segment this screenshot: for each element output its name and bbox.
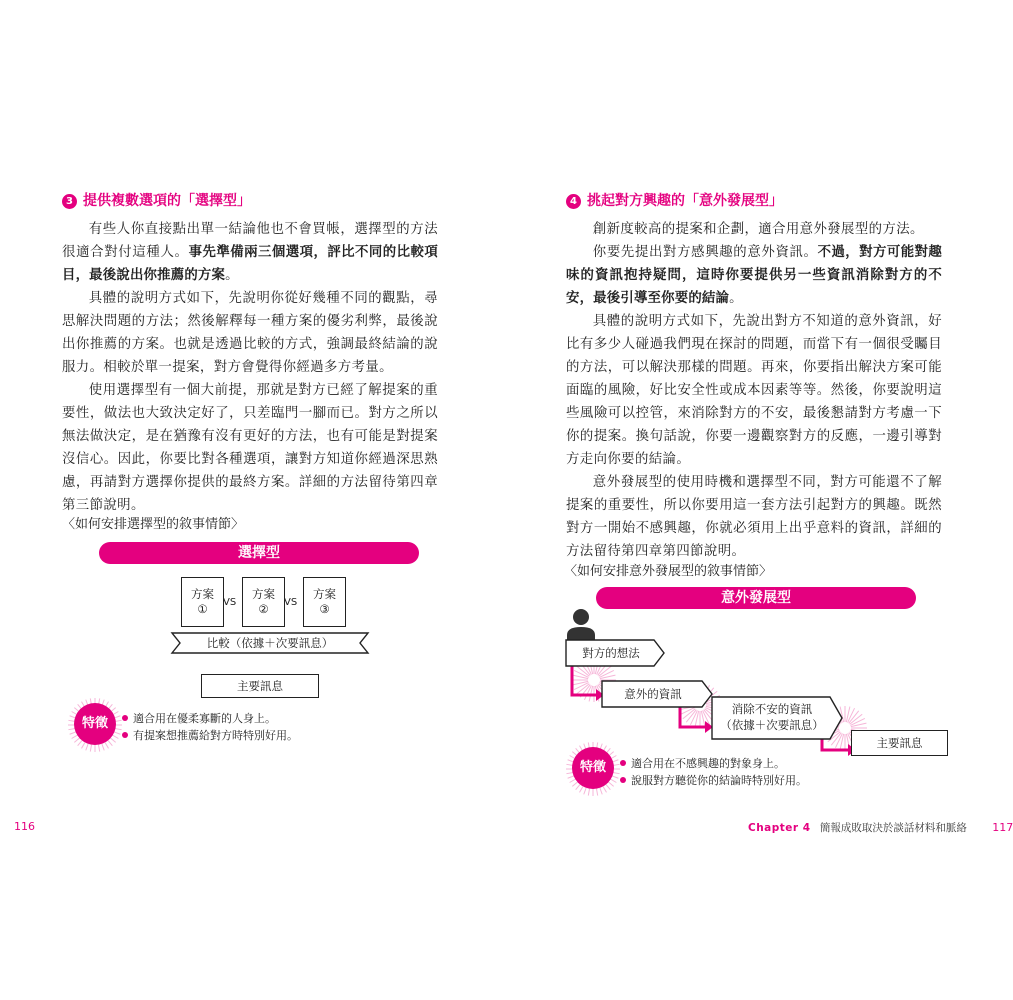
vs-label: VS [223,597,237,608]
feature-item: 適合用在不感興趣的對象身上。 [620,755,807,772]
emphasis-text: 不過，對方可能對趣味的資訊抱持疑問，這時你要提供另一些資訊消除對方的不安，最後引導至你要的結論 [566,245,942,306]
step-main-message: 主要訊息 [851,730,948,756]
vs-label: VS [284,597,298,608]
bullet-icon [122,732,128,738]
paragraph-text: 創新度較高的提案和企劃，適合用意外發展型的方法。 [592,222,924,237]
right-body-text [566,218,942,563]
step-surprise-info: 意外的資訊 [624,687,682,701]
body-paragraph [566,241,942,310]
body-paragraph [566,471,942,563]
surprise-type-header: 意外發展型 [596,587,916,609]
option-number: ③ [319,602,330,616]
compare-label: 比較（依據＋次要訊息） [206,636,334,650]
step-their-thoughts: 對方的想法 [582,646,640,660]
paragraph-text: 具體的說明方式如下，先說明你從好幾種不同的觀點，尋思解決問題的方法；然後解釋每一種方案的優劣利弊，最後說出你推薦的方案。也就是透過比較的方式，強調最終結論的說服力。相較於單一提案，對方會覺得你經過多方考量。 [62,291,438,375]
left-feature-list [122,710,298,744]
main-message-box: 主要訊息 [201,674,319,698]
bullet-icon [620,760,626,766]
option-label: 方案 [252,587,275,601]
left-section-title: 提供複數選項的「選擇型」 [83,193,251,209]
left-diagram-title: 〈如何安排選擇型的敘事情節〉 [62,517,245,532]
section-number-badge: 3 [62,194,77,209]
option-label: 方案 [313,587,336,601]
section-number-badge: 4 [566,194,581,209]
paragraph-text: 。 [729,291,743,306]
right-section-title: 挑起對方興趣的「意外發展型」 [587,193,783,209]
bullet-icon [620,777,626,783]
left-page-number: 116 [14,820,35,833]
paragraph-text: 你要先提出對方感興趣的意外資訊。 [592,245,818,260]
option-box-3 [303,577,346,627]
option-number: ① [197,602,208,616]
right-page-number: 117 [992,821,1013,834]
body-paragraph [62,379,438,517]
left-body-text [62,218,438,517]
option-number: ② [258,602,269,616]
chapter-label: Chapter 4 [748,822,811,834]
body-paragraph [62,218,438,287]
feature-item: 適合用在優柔寡斷的人身上。 [122,710,298,727]
bullet-icon [122,715,128,721]
chapter-footer [748,820,1013,835]
feature-item: 說服對方聽從你的結論時特別好用。 [620,772,807,789]
body-paragraph [566,310,942,471]
left-section-heading [62,190,251,210]
option-label: 方案 [191,587,214,601]
body-paragraph [566,218,942,241]
body-paragraph [62,287,438,379]
right-diagram-title: 〈如何安排意外發展型的敘事情節〉 [564,564,773,579]
right-section-heading [566,190,783,210]
left-feature-badge: 特徵 [74,703,116,745]
paragraph-text: 。 [225,268,239,283]
left-page [0,0,500,1000]
right-feature-badge: 特徵 [572,747,614,789]
paragraph-text: 有些人你直接點出單一結論他也不會買帳，選擇型的方法很適合對付這種人。 [62,222,438,260]
chapter-title: 簡報成敗取決於談話材料和脈絡 [819,822,967,834]
paragraph-text: 使用選擇型有一個大前提，那就是對方已經了解提案的重要性，做法也大致決定好了，只差臨門一腳而已。對方之所以無法做決定，是在猶豫有沒有更好的方法，也有可能是對提案沒信心。因此，你要比對各種選項，讓對方知道你經過深思熟慮，再請對方選擇你提供的最終方案。詳細的方法留待第四章第三節說明。 [62,383,438,513]
right-page [500,0,1013,1000]
paragraph-text: 意外發展型的使用時機和選擇型不同，對方可能還不了解提案的重要性，所以你要用這一套方法引起對方的興趣。既然對方一開始不感興趣，你就必須用上出乎意料的資訊，詳細的方法留待第四章第四節說明。 [566,475,942,559]
emphasis-text: 事先準備兩三個選項，評比不同的比較項目，最後說出你推薦的方案 [62,245,438,283]
step-reassure-info: 消除不安的資訊 （依據＋次要訊息） [720,702,824,732]
option-box-1 [181,577,224,627]
option-box-2 [242,577,285,627]
paragraph-text: 具體的說明方式如下，先說出對方不知道的意外資訊，好比有多少人碰過我們現在探討的問題，而當下有一個很受矚目的方法，可以解決那樣的問題。再來，你要指出解決方案可能面臨的風險，好比安全性或成本因素等等。然後，你要說明這些風險可以控管，來消除對方的不安，最後懇請對方考慮一下你的提案。換句話說，你要一邊觀察對方的反應，一邊引導對方走向你要的結論。 [566,314,942,467]
choice-type-header: 選擇型 [99,542,419,564]
person-icon [566,608,596,644]
feature-item: 有提案想推薦給對方時特別好用。 [122,727,298,744]
right-feature-list [620,755,807,789]
